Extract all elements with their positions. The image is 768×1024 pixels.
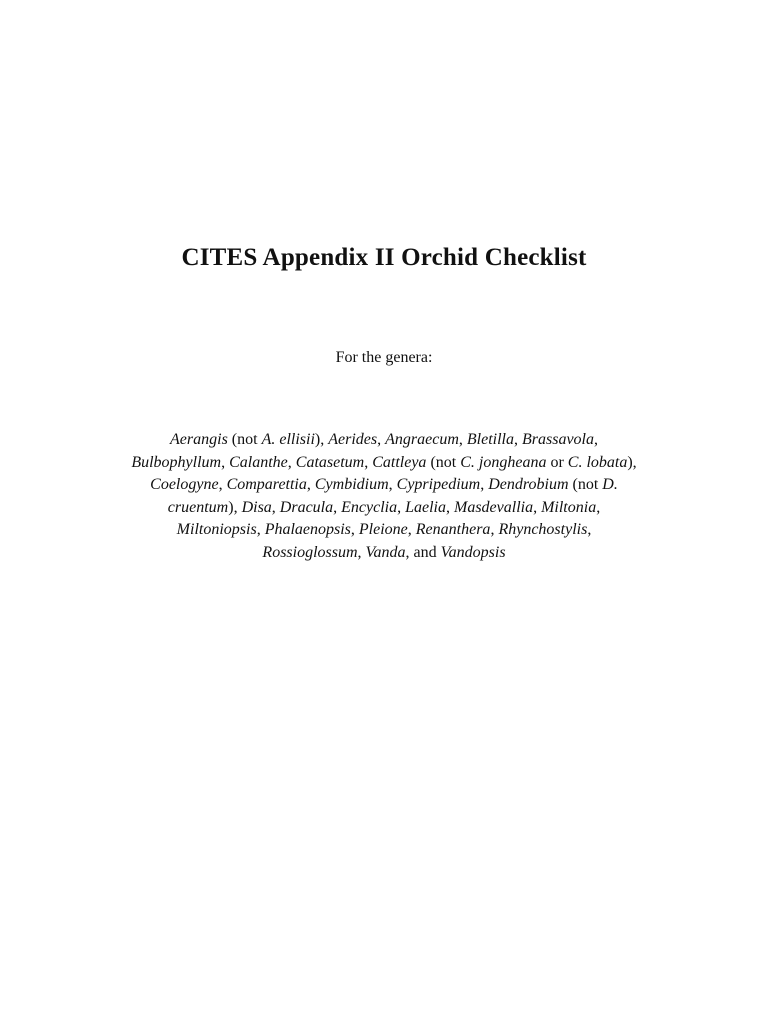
genus-name: D. [602,476,618,493]
punctuation: (not [568,476,603,493]
genus-name: Aerides [328,431,378,448]
punctuation: (not [227,431,262,448]
punctuation: , [357,543,366,561]
punctuation: , [287,453,296,471]
punctuation: , [397,498,406,516]
page-title: CITES Appendix II Orchid Checklist [181,244,587,271]
punctuation: , [445,498,454,516]
punctuation: , [587,521,592,538]
punctuation: , [306,476,315,493]
genus-name: Bulbophyllum [131,453,222,471]
punctuation: , [364,453,373,471]
genus-name: Angraecum [385,431,459,448]
genus-name: Cattleya [372,453,427,471]
genus-name: Comparettia [226,476,307,493]
genus-name: Renanthera [415,521,491,538]
punctuation: , [256,521,265,538]
genus-name: Miltoniopsis [176,521,257,538]
genus-name: Brassavola [521,431,594,448]
genus-name: Encyclia [341,498,398,516]
genera-line [60,452,708,475]
genus-name: C. lobata [567,453,628,471]
genus-name: Pleione [358,521,408,538]
punctuation: , [407,521,416,538]
punctuation: , and [405,543,441,561]
genera-list [60,429,708,564]
punctuation: , [593,431,598,448]
genus-name: Dracula [279,498,334,516]
genus-name: Bletilla [466,431,514,448]
genus-name: Aerangis [170,431,228,448]
punctuation: or [546,453,568,471]
genus-name: Laelia [405,498,446,516]
intro-text: For the genera: [335,349,433,366]
punctuation: ), [228,498,242,516]
punctuation: , [513,431,522,448]
punctuation: , [350,521,359,538]
punctuation: (not [426,453,461,471]
genus-name: Miltonia [541,498,597,516]
punctuation: , [333,498,342,516]
genus-name: Cymbidium [314,476,389,493]
punctuation: , [480,476,489,493]
genera-line [60,429,708,452]
genera-line [60,497,708,520]
punctuation: , [596,498,601,516]
genus-name: Calanthe [229,453,288,471]
punctuation: ), [627,453,637,471]
genus-name: Rhynchostylis [498,521,588,538]
genera-line [60,474,708,497]
genus-name: Phalaenopsis [264,521,351,538]
punctuation: , [388,476,397,493]
genus-name: Coelogyne [150,476,219,493]
punctuation: ), [314,431,329,448]
genus-name: C. jongheana [460,453,547,471]
genus-name: cruentum [167,498,229,516]
punctuation: , [271,498,280,516]
genus-name: Dendrobium [488,476,569,493]
genus-name: Cypripedium [396,476,481,493]
punctuation: , [458,431,467,448]
genera-line [60,542,708,565]
punctuation: , [533,498,542,516]
punctuation: , [221,453,230,471]
punctuation: , [490,521,499,538]
genus-name: A. ellisii [261,431,315,448]
genus-name: Rossioglossum [262,543,358,561]
genus-name: Vandopsis [440,543,506,561]
genus-name: Catasetum [295,453,365,471]
punctuation: , [377,431,386,448]
genera-line [60,519,708,542]
genus-name: Disa [241,498,272,516]
genus-name: Masdevallia [453,498,534,516]
punctuation: , [218,476,227,493]
genus-name: Vanda [365,543,406,561]
